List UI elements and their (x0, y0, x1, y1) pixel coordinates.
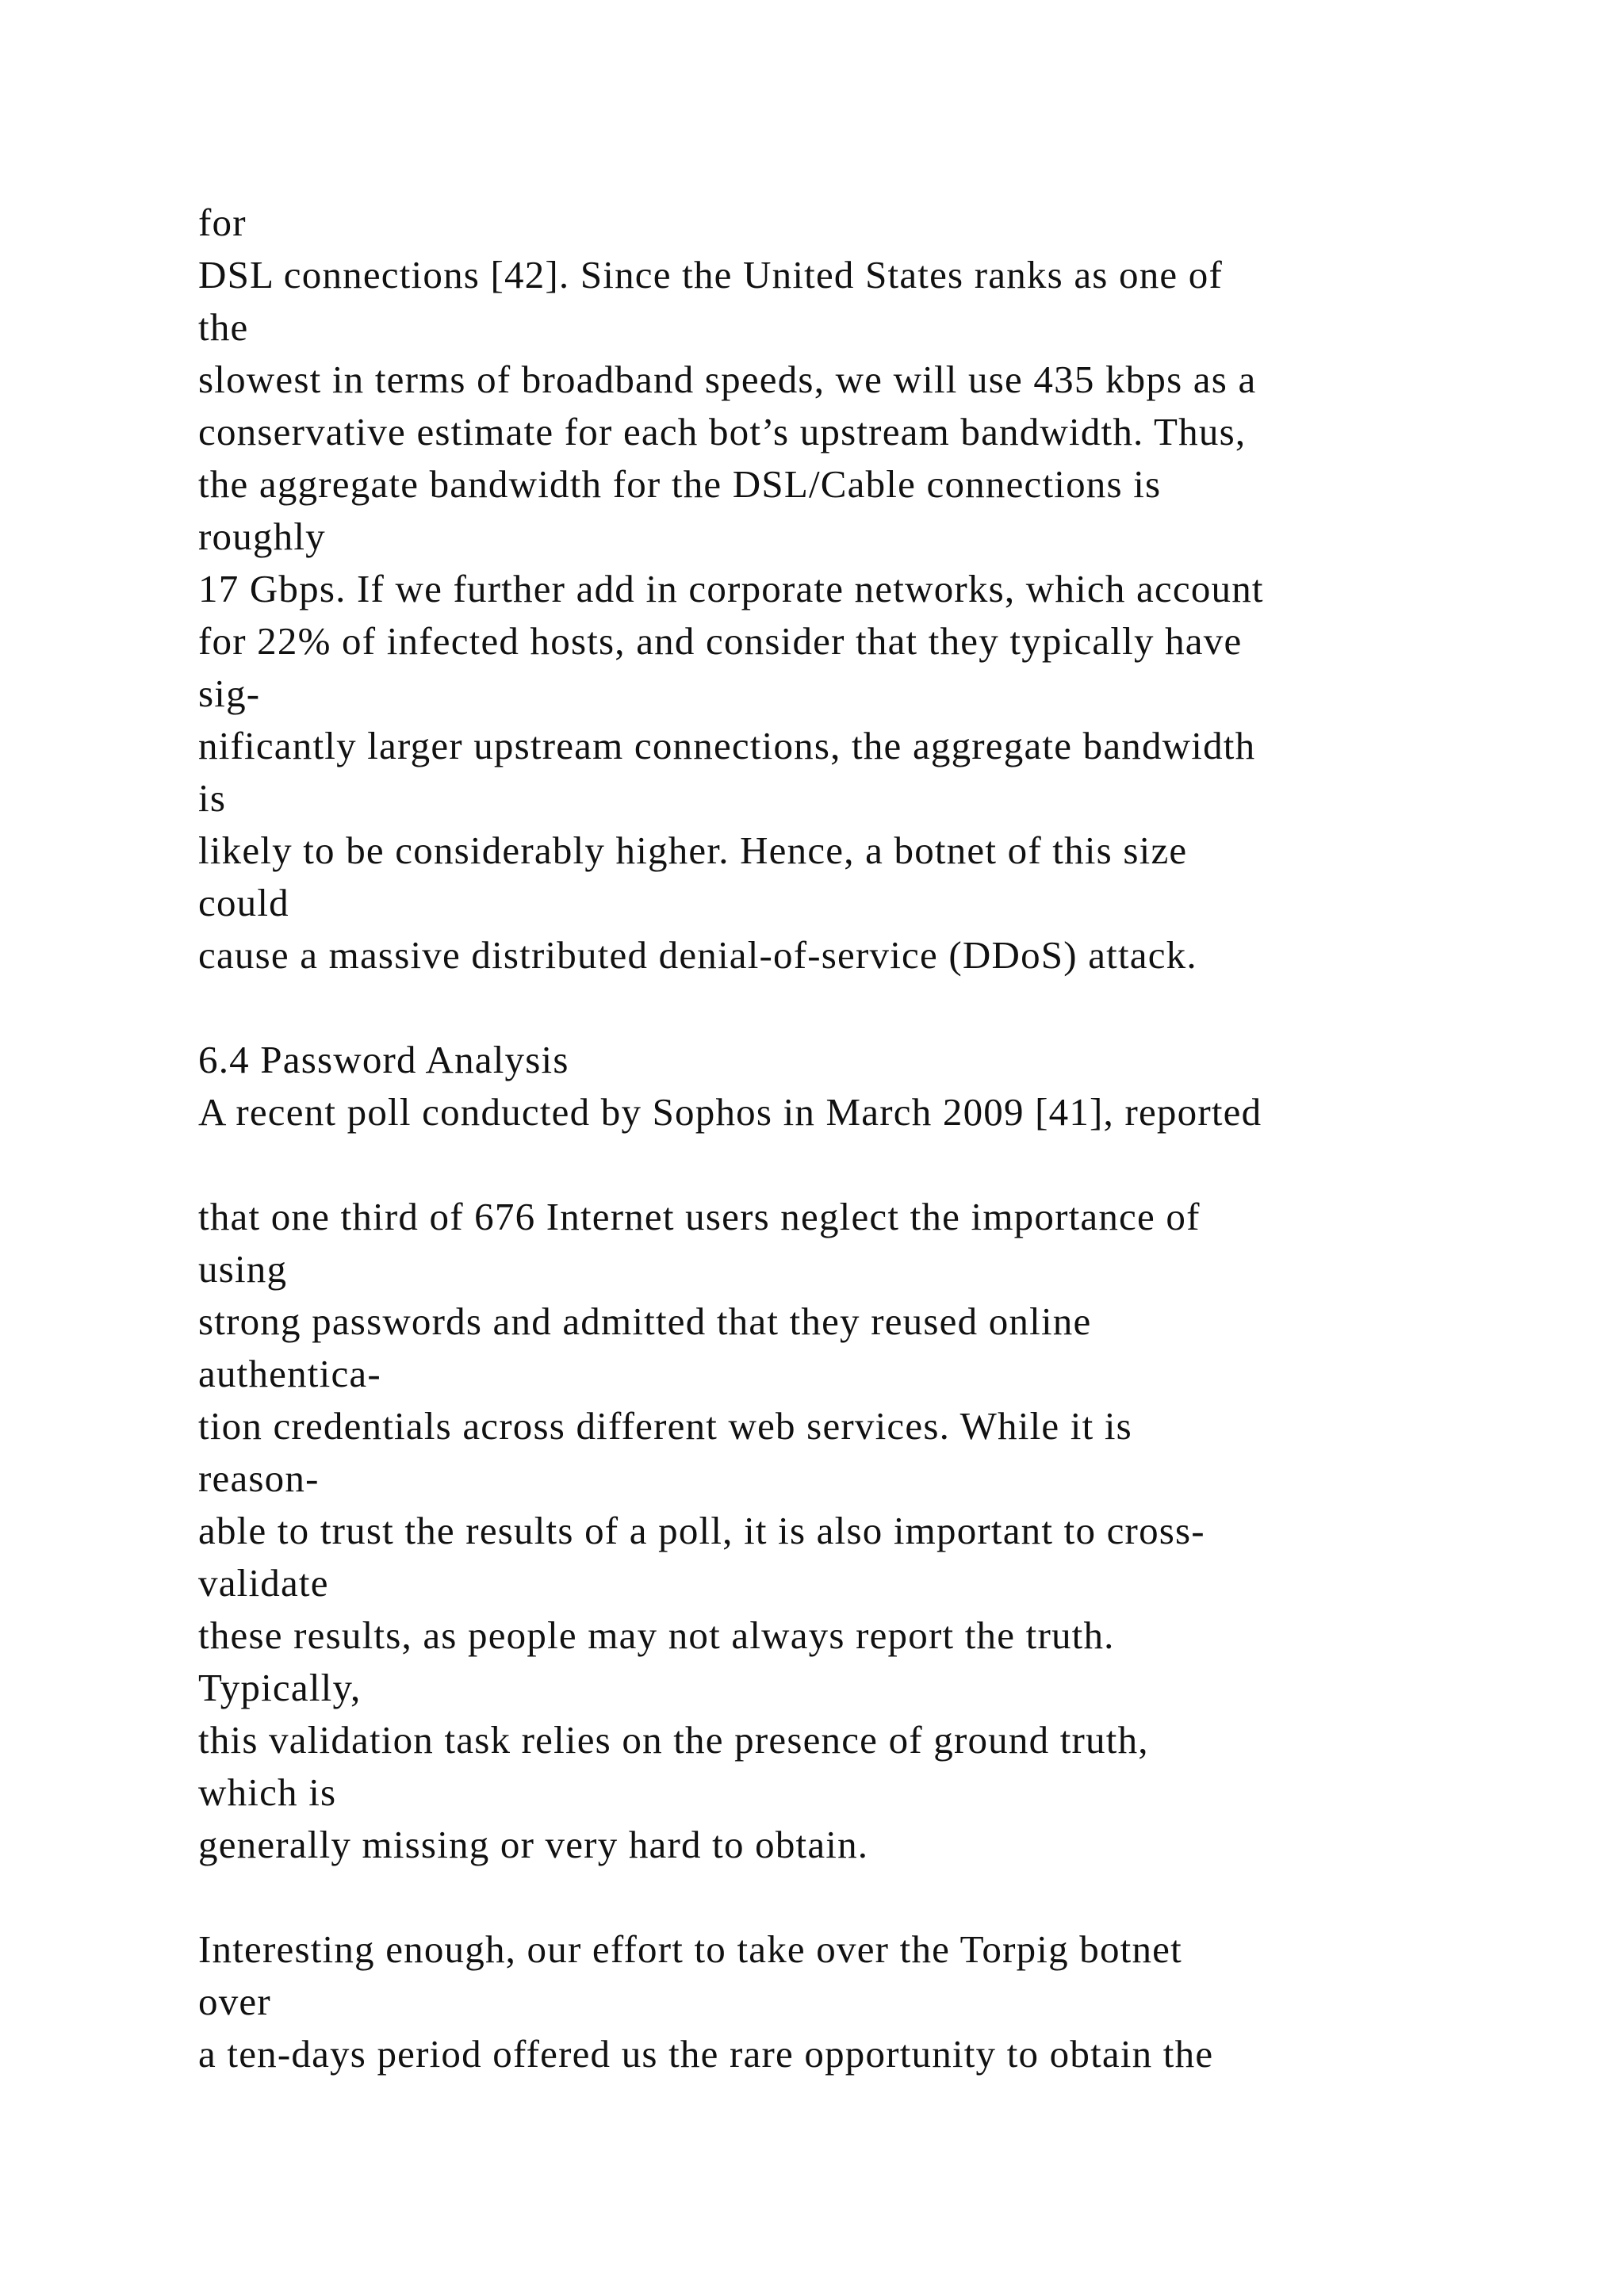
text-line: roughly (198, 515, 326, 558)
text-line: could (198, 881, 289, 924)
text-line: for 22% of infected hosts, and consider that they typically have (198, 619, 1243, 663)
text-line: 17 Gbps. If we further add in corporate networks, which account (198, 567, 1264, 610)
text-line: that one third of 676 Internet users neglect the importance of (198, 1195, 1201, 1238)
text-line: tion credentials across different web services. While it is (198, 1404, 1132, 1448)
text-line: is (198, 776, 227, 820)
document-body-text (198, 197, 1594, 2080)
text-line: able to trust the results of a poll, it is also important to cross- (198, 1509, 1205, 1552)
text-line: which is (198, 1770, 337, 1814)
blank-line (198, 1138, 1594, 1191)
text-line: Typically, (198, 1666, 362, 1709)
blank-line (198, 982, 1594, 1034)
text-line: this validation task relies on the presence of ground truth, (198, 1718, 1149, 1762)
text-line: conservative estimate for each bot’s upstream bandwidth. Thus, (198, 410, 1247, 453)
blank-line (198, 1871, 1594, 1923)
text-line: reason- (198, 1456, 320, 1500)
text-line: A recent poll conducted by Sophos in March 2009 [41], reported (198, 1090, 1262, 1134)
text-line: generally missing or very hard to obtain. (198, 1823, 869, 1866)
text-line: authentica- (198, 1352, 381, 1395)
text-line: sig- (198, 672, 261, 715)
text-line: validate (198, 1561, 329, 1605)
text-line: strong passwords and admitted that they reused online (198, 1299, 1092, 1343)
text-line: nificantly larger upstream connections, the aggregate bandwidth (198, 724, 1256, 767)
text-line: the aggregate bandwidth for the DSL/Cable connections is (198, 462, 1162, 506)
text-line: DSL connections [42]. Since the United States ranks as one of (198, 253, 1224, 297)
text-line: over (198, 1980, 271, 2023)
text-line: Interesting enough, our effort to take over the Torpig botnet (198, 1927, 1182, 1971)
section-heading: 6.4 Password Analysis (198, 1038, 569, 1081)
text-line: likely to be considerably higher. Hence, a botnet of this size (198, 828, 1188, 872)
text-line: using (198, 1247, 288, 1291)
text-line: a ten-days period offered us the rare opportunity to obtain the (198, 2032, 1214, 2076)
text-line: the (198, 305, 249, 349)
text-line: cause a massive distributed denial-of-service (DDoS) attack. (198, 933, 1197, 977)
text-line: for (198, 201, 247, 244)
text-line: slowest in terms of broadband speeds, we will use 435 kbps as a (198, 358, 1257, 401)
text-line: these results, as people may not always report the truth. (198, 1613, 1115, 1657)
